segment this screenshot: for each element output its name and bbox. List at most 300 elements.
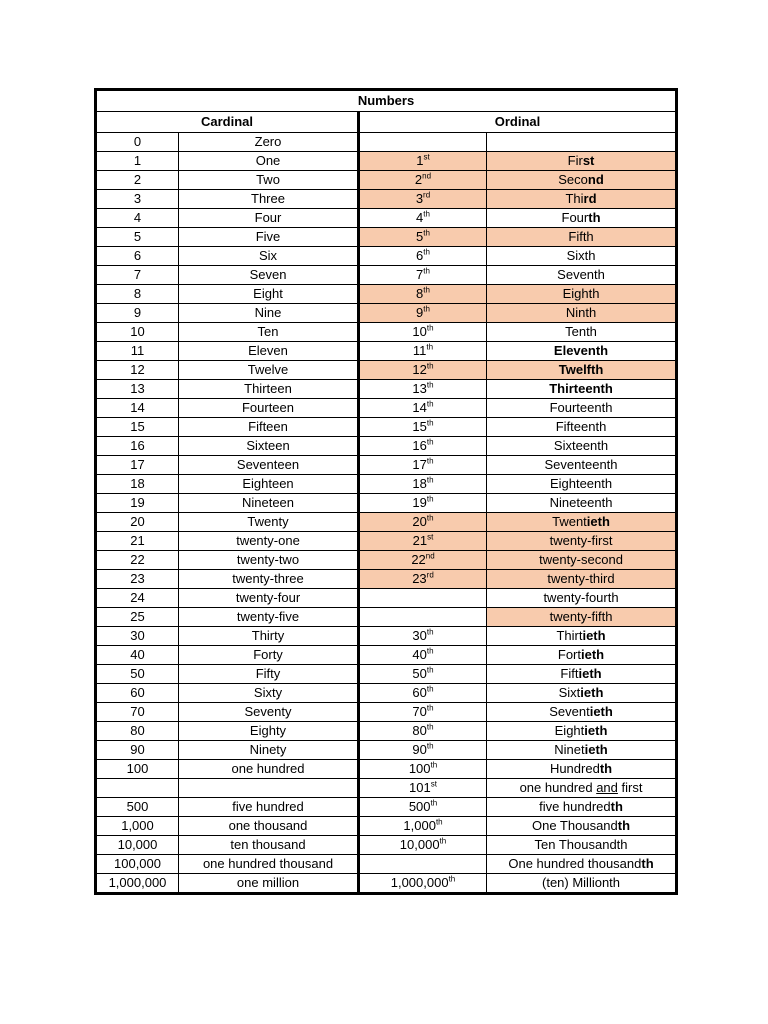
ordinal-number [359, 247, 487, 266]
ordinal-word [487, 836, 677, 855]
cardinal-number: 11 [96, 342, 179, 361]
ordinal-word [487, 304, 677, 323]
ordinal-number [359, 418, 487, 437]
cardinal-word: Thirteen [179, 380, 359, 399]
ordinal-number [359, 589, 487, 608]
ordinal-word-part: st [582, 153, 595, 168]
ordinal-word-part: Eight [554, 723, 585, 738]
ordinal-number [359, 209, 487, 228]
cardinal-word: Eight [179, 285, 359, 304]
table-row [96, 513, 677, 532]
cardinal-number: 13 [96, 380, 179, 399]
ordinal-suffix: th [439, 836, 447, 846]
ordinal-word [487, 209, 677, 228]
ordinal-word [487, 646, 677, 665]
ordinal-word-part: ieth [581, 647, 605, 662]
ordinal-word-part: Eleventh [553, 343, 609, 358]
ordinal-word [487, 171, 677, 190]
cardinal-number: 8 [96, 285, 179, 304]
ordinal-number [359, 779, 487, 798]
cardinal-word [179, 779, 359, 798]
ordinal-word-part: One hundred thousand [508, 856, 642, 871]
ordinal-suffix: th [426, 684, 434, 694]
cardinal-word: Nine [179, 304, 359, 323]
ordinal-header: Ordinal [359, 112, 677, 133]
ordinal-word-part: Ten Thousandth [534, 837, 628, 852]
ordinal-number [359, 285, 487, 304]
cardinal-number: 40 [96, 646, 179, 665]
ordinal-word [487, 133, 677, 152]
ordinal-number-value: 11 [412, 343, 427, 358]
ordinal-word [487, 285, 677, 304]
ordinal-number [359, 475, 487, 494]
ordinal-suffix: th [426, 703, 434, 713]
ordinal-word-part: Sixteenth [553, 438, 609, 453]
ordinal-number [359, 722, 487, 741]
table-row [96, 342, 677, 361]
ordinal-suffix: th [426, 665, 434, 675]
ordinal-suffix: th [426, 646, 434, 656]
cardinal-number: 25 [96, 608, 179, 627]
ordinal-number [359, 532, 487, 551]
ordinal-word-part: th [617, 818, 631, 833]
cardinal-number: 9 [96, 304, 179, 323]
table-row [96, 684, 677, 703]
ordinal-number [359, 437, 487, 456]
ordinal-word-part: Tenth [565, 324, 597, 339]
table-row [96, 589, 677, 608]
ordinal-suffix: th [423, 304, 430, 314]
ordinal-number [359, 513, 487, 532]
ordinal-number [359, 323, 487, 342]
ordinal-number [359, 684, 487, 703]
ordinal-word-part: th [641, 856, 654, 871]
cardinal-word: Six [179, 247, 359, 266]
table-row [96, 855, 677, 874]
ordinal-number [359, 608, 487, 627]
cardinal-number: 24 [96, 589, 179, 608]
ordinal-suffix: st [423, 152, 430, 162]
table-row [96, 437, 677, 456]
cardinal-word: twenty-five [179, 608, 359, 627]
table-row [96, 361, 677, 380]
table-row [96, 532, 677, 551]
ordinal-number-value: 1,000 [403, 818, 436, 833]
ordinal-suffix: th [426, 380, 434, 390]
cardinal-word: ten thousand [179, 836, 359, 855]
cardinal-number: 30 [96, 627, 179, 646]
ordinal-word [487, 532, 677, 551]
ordinal-suffix: th [426, 399, 434, 409]
ordinal-word [487, 342, 677, 361]
ordinal-number-value: 9 [416, 305, 424, 320]
table-body [96, 133, 677, 894]
ordinal-number-value: 1,000,000 [390, 875, 449, 890]
ordinal-word-part: ieth [584, 742, 608, 757]
ordinal-number [359, 171, 487, 190]
ordinal-word-part: ieth [578, 666, 602, 681]
ordinal-suffix: th [426, 494, 434, 504]
ordinal-number [359, 798, 487, 817]
ordinal-number [359, 760, 487, 779]
ordinal-number-value: 22 [411, 552, 426, 567]
ordinal-suffix: th [426, 342, 434, 352]
ordinal-word [487, 513, 677, 532]
ordinal-number-value: 6 [416, 248, 424, 263]
ordinal-word-part: twenty-second [539, 552, 623, 567]
ordinal-number [359, 836, 487, 855]
cardinal-number: 2 [96, 171, 179, 190]
ordinal-word [487, 665, 677, 684]
ordinal-number [359, 703, 487, 722]
ordinal-suffix: th [426, 513, 434, 523]
cardinal-number: 4 [96, 209, 179, 228]
ordinal-word [487, 722, 677, 741]
cardinal-number: 100 [96, 760, 179, 779]
ordinal-number-value: 13 [412, 381, 427, 396]
table-row [96, 475, 677, 494]
ordinal-word-part: th [610, 799, 623, 814]
ordinal-word-part: ieth [589, 704, 613, 719]
cardinal-word: One [179, 152, 359, 171]
cardinal-number: 16 [96, 437, 179, 456]
ordinal-word-part: Seco [558, 172, 588, 187]
table-row [96, 209, 677, 228]
ordinal-number-value: 19 [412, 495, 427, 510]
ordinal-word-part: (ten) Millionth [542, 875, 621, 890]
ordinal-suffix: th [430, 798, 438, 808]
table-row [96, 608, 677, 627]
ordinal-number-value: 10 [412, 324, 427, 339]
cardinal-number: 60 [96, 684, 179, 703]
ordinal-number-value: 30 [412, 628, 427, 643]
ordinal-number-value: 10,000 [399, 837, 440, 852]
cardinal-number: 70 [96, 703, 179, 722]
ordinal-word [487, 589, 677, 608]
ordinal-number [359, 304, 487, 323]
ordinal-word [487, 779, 677, 798]
ordinal-word [487, 228, 677, 247]
ordinal-suffix: rd [426, 570, 434, 580]
cardinal-word: Nineteen [179, 494, 359, 513]
ordinal-word [487, 798, 677, 817]
cardinal-number: 1,000,000 [96, 874, 179, 894]
cardinal-number: 50 [96, 665, 179, 684]
cardinal-word: one million [179, 874, 359, 894]
ordinal-number [359, 228, 487, 247]
ordinal-word-part: twenty-fifth [549, 609, 613, 624]
ordinal-word [487, 475, 677, 494]
ordinal-suffix: th [426, 323, 434, 333]
table-row [96, 247, 677, 266]
ordinal-word [487, 684, 677, 703]
cardinal-word: Ten [179, 323, 359, 342]
ordinal-number-value: 20 [412, 514, 427, 529]
ordinal-number-value: 5 [416, 229, 424, 244]
table-row [96, 760, 677, 779]
cardinal-word: five hundred [179, 798, 359, 817]
cardinal-number: 17 [96, 456, 179, 475]
ordinal-word-part: Twent [552, 514, 587, 529]
table-row [96, 703, 677, 722]
ordinal-suffix: th [430, 760, 438, 770]
cardinal-number: 10 [96, 323, 179, 342]
ordinal-word-part: Four [561, 210, 589, 225]
cardinal-number: 18 [96, 475, 179, 494]
ordinal-word-part: Fifth [568, 229, 594, 244]
ordinal-number [359, 342, 487, 361]
table-row [96, 285, 677, 304]
ordinal-number [359, 494, 487, 513]
ordinal-suffix: th [426, 722, 434, 732]
ordinal-number [359, 817, 487, 836]
ordinal-word-part: nd [587, 172, 604, 187]
title-row [96, 90, 677, 112]
ordinal-number [359, 152, 487, 171]
cardinal-number: 14 [96, 399, 179, 418]
ordinal-word-part: twenty-third [547, 571, 615, 586]
cardinal-word: Fifty [179, 665, 359, 684]
table-row [96, 171, 677, 190]
ordinal-suffix: st [427, 532, 434, 542]
ordinal-word-part: One Thousand [531, 818, 618, 833]
ordinal-word-part: Nineteenth [549, 495, 613, 510]
ordinal-suffix: th [426, 437, 434, 447]
ordinal-number-value: 3 [415, 191, 424, 206]
ordinal-word-part: Thirt [556, 628, 583, 643]
ordinal-number-value: 23 [412, 571, 427, 586]
table-row [96, 779, 677, 798]
ordinal-suffix: th [448, 874, 456, 884]
table-row [96, 190, 677, 209]
ordinal-word-part: one hundred [519, 780, 597, 795]
cardinal-word: Forty [179, 646, 359, 665]
ordinal-number [359, 456, 487, 475]
cardinal-word: Four [179, 209, 359, 228]
ordinal-word-part: five hundred [539, 799, 611, 814]
table-row [96, 304, 677, 323]
cardinal-word: Ninety [179, 741, 359, 760]
cardinal-number: 10,000 [96, 836, 179, 855]
ordinal-number-value: 18 [412, 476, 427, 491]
ordinal-suffix: th [426, 627, 434, 637]
table-row [96, 418, 677, 437]
ordinal-word-part: Eighth [562, 286, 600, 301]
table-row [96, 228, 677, 247]
ordinal-word-part: Ninth [565, 305, 597, 320]
ordinal-word-part: Hundred [549, 761, 600, 776]
table-row [96, 133, 677, 152]
cardinal-number: 12 [96, 361, 179, 380]
ordinal-word-part: Ninet [554, 742, 585, 757]
table-row [96, 494, 677, 513]
cardinal-word: one hundred [179, 760, 359, 779]
header-row [96, 112, 677, 133]
cardinal-number: 1,000 [96, 817, 179, 836]
ordinal-word [487, 741, 677, 760]
ordinal-number-value: 80 [412, 723, 427, 738]
cardinal-number: 3 [96, 190, 179, 209]
ordinal-number [359, 361, 487, 380]
ordinal-word-part: Eighteenth [549, 476, 613, 491]
cardinal-number: 20 [96, 513, 179, 532]
ordinal-word [487, 551, 677, 570]
ordinal-number-value: 7 [416, 267, 424, 282]
cardinal-number: 80 [96, 722, 179, 741]
cardinal-number: 5 [96, 228, 179, 247]
ordinal-suffix: th [426, 418, 434, 428]
cardinal-word: one hundred thousand [179, 855, 359, 874]
table-row [96, 874, 677, 894]
table-row [96, 323, 677, 342]
cardinal-number: 21 [96, 532, 179, 551]
ordinal-word [487, 627, 677, 646]
cardinal-word: Eighteen [179, 475, 359, 494]
ordinal-word [487, 760, 677, 779]
ordinal-number-value: 50 [412, 666, 427, 681]
ordinal-number-value: 500 [408, 799, 431, 814]
ordinal-word-part: twenty-first [549, 533, 613, 548]
ordinal-word-part: ieth [586, 514, 610, 529]
ordinal-number-value: 15 [412, 419, 427, 434]
ordinal-number [359, 646, 487, 665]
ordinal-word-part: ieth [582, 628, 606, 643]
ordinal-number-value: 21 [412, 533, 428, 548]
ordinal-number-value: 16 [412, 438, 427, 453]
table-row [96, 627, 677, 646]
ordinal-number [359, 570, 487, 589]
ordinal-word-part: first [617, 780, 643, 795]
ordinal-number-value: 40 [412, 647, 427, 662]
ordinal-word-part: ieth [580, 685, 604, 700]
cardinal-number [96, 779, 179, 798]
ordinal-number-value: 8 [416, 286, 424, 301]
cardinal-word: Twelve [179, 361, 359, 380]
ordinal-suffix: th [426, 456, 434, 466]
cardinal-number: 500 [96, 798, 179, 817]
ordinal-number-value: 2 [414, 172, 423, 187]
ordinal-word-part: Sixt [558, 685, 581, 700]
ordinal-number-value: 14 [412, 400, 427, 415]
ordinal-suffix: rd [423, 190, 431, 200]
ordinal-word-part: Twelfth [558, 362, 604, 377]
ordinal-word [487, 323, 677, 342]
ordinal-word-part: Thirteenth [549, 381, 613, 396]
ordinal-word [487, 247, 677, 266]
ordinal-suffix: nd [422, 171, 432, 181]
table-row [96, 152, 677, 171]
table-row [96, 570, 677, 589]
table-row [96, 456, 677, 475]
cardinal-word: twenty-two [179, 551, 359, 570]
cardinal-word: Seventeen [179, 456, 359, 475]
cardinal-word: Fifteen [179, 418, 359, 437]
ordinal-word-part: Fir [567, 153, 583, 168]
ordinal-number [359, 741, 487, 760]
cardinal-word: one thousand [179, 817, 359, 836]
ordinal-word-part: Thi [565, 191, 584, 206]
ordinal-word-part: and [596, 780, 618, 795]
ordinal-suffix: th [423, 247, 430, 257]
table-row [96, 665, 677, 684]
ordinal-word-part: Sixth [566, 248, 596, 263]
ordinal-suffix: th [426, 361, 434, 371]
cardinal-number: 19 [96, 494, 179, 513]
ordinal-word-part: Fort [557, 647, 582, 662]
cardinal-number: 22 [96, 551, 179, 570]
ordinal-word [487, 380, 677, 399]
table-row [96, 380, 677, 399]
table-title: Numbers [96, 90, 677, 112]
ordinal-number [359, 266, 487, 285]
table-row [96, 798, 677, 817]
ordinal-number-value: 12 [412, 362, 427, 377]
cardinal-word: Sixty [179, 684, 359, 703]
ordinal-word-part: th [588, 210, 601, 225]
ordinal-suffix: st [430, 779, 437, 789]
ordinal-suffix: th [423, 285, 430, 295]
table-row [96, 817, 677, 836]
ordinal-word [487, 456, 677, 475]
ordinal-suffix: th [426, 475, 434, 485]
ordinal-word [487, 266, 677, 285]
cardinal-word: Eighty [179, 722, 359, 741]
cardinal-word: twenty-three [179, 570, 359, 589]
table-row [96, 836, 677, 855]
ordinal-word-part: Fift [560, 666, 579, 681]
ordinal-word [487, 418, 677, 437]
ordinal-number [359, 627, 487, 646]
cardinal-header: Cardinal [96, 112, 359, 133]
cardinal-number: 23 [96, 570, 179, 589]
cardinal-word: Seventy [179, 703, 359, 722]
ordinal-word-part: Fifteenth [555, 419, 607, 434]
cardinal-word: Thirty [179, 627, 359, 646]
ordinal-number [359, 380, 487, 399]
cardinal-number: 100,000 [96, 855, 179, 874]
ordinal-word-part: ieth [584, 723, 608, 738]
cardinal-number: 6 [96, 247, 179, 266]
ordinal-number-value: 101 [409, 780, 431, 795]
cardinal-word: Three [179, 190, 359, 209]
ordinal-number-value: 1 [416, 153, 424, 168]
ordinal-number [359, 874, 487, 894]
ordinal-number-value: 60 [412, 685, 427, 700]
cardinal-number: 7 [96, 266, 179, 285]
cardinal-word: twenty-four [179, 589, 359, 608]
cardinal-number: 0 [96, 133, 179, 152]
table-row [96, 722, 677, 741]
ordinal-number [359, 665, 487, 684]
ordinal-number [359, 855, 487, 874]
numbers-table [94, 88, 678, 895]
ordinal-number-value: 90 [412, 742, 427, 757]
ordinal-word [487, 494, 677, 513]
cardinal-number: 1 [96, 152, 179, 171]
table-row [96, 646, 677, 665]
ordinal-word-part: Seventeenth [544, 457, 618, 472]
ordinal-word [487, 874, 677, 894]
ordinal-word-part: Sevent [549, 704, 590, 719]
cardinal-word: Two [179, 171, 359, 190]
cardinal-number: 90 [96, 741, 179, 760]
ordinal-word [487, 361, 677, 380]
ordinal-number [359, 551, 487, 570]
cardinal-word: Sixteen [179, 437, 359, 456]
cardinal-word: Zero [179, 133, 359, 152]
ordinal-suffix: th [423, 228, 430, 238]
ordinal-number-value: 17 [412, 457, 427, 472]
